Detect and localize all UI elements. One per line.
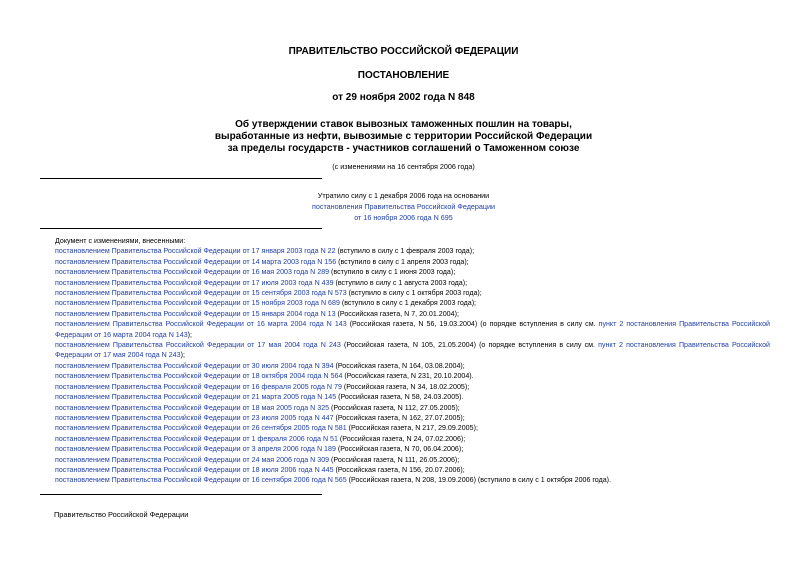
amendment-link[interactable]: постановлением Правительства Российской Федерации от 17 мая 2004 года N 243 [55, 341, 341, 350]
list-item [40, 382, 770, 392]
list-item [40, 465, 770, 475]
amendment-info: (вступило в силу с 1 августа 2003 года); [333, 278, 468, 287]
amendment-info: (Российская газета, N 231, 20.10.2004). [342, 372, 474, 381]
list-item [40, 413, 770, 423]
document-title [0, 119, 807, 155]
amendment-info: (Российская газета, N 208, 19.09.2006) (вступило в силу с 1 октября 2006 года). [346, 476, 612, 485]
amendment-link[interactable]: постановлением Правительства Российской Федерации от 3 апреля 2006 года N 189 [55, 445, 336, 454]
amendment-link[interactable]: постановлением Правительства Российской Федерации от 16 мая 2003 года N 289 [55, 268, 330, 277]
list-item [40, 288, 770, 298]
list-item [40, 392, 770, 402]
amendment-info: (Российская газета, N 156, 20.07.2006); [333, 465, 465, 474]
expiry-link[interactable]: от 16 ноября 2006 года N 695 [354, 213, 453, 222]
divider [40, 494, 322, 495]
amendment-info: (вступило в силу с 1 декабря 2003 года); [339, 299, 477, 308]
expiry-link[interactable]: постановления Правительства Российской Федерации [311, 202, 496, 211]
list-item [40, 298, 770, 308]
divider [40, 228, 322, 229]
issuer-heading: ПРАВИТЕЛЬСТВО РОССИЙСКОЙ ФЕДЕРАЦИИ [288, 46, 519, 57]
amendment-link[interactable]: постановлением Правительства Российской Федерации от 16 сентября 2006 года N 565 [55, 476, 347, 485]
amendment-info: (Российская газета, N 217, 29.09.2005); [346, 424, 478, 433]
amendment-link[interactable]: постановлением Правительства Российской Федерации от 30 июля 2004 года N 394 [55, 361, 334, 370]
amendment-link[interactable]: постановлением Правительства Российской Федерации от 23 июля 2005 года N 447 [55, 413, 334, 422]
amendment-info: (Российская газета, N 34, 18.02.2005); [341, 382, 470, 391]
document-type: ПОСТАНОВЛЕНИЕ [357, 70, 450, 81]
amendment-info: (Российская газета, N 24, 07.02.2006); [337, 434, 466, 443]
amendment-link[interactable]: постановлением Правительства Российской Федерации от 18 мая 2005 года N 325 [55, 403, 330, 412]
list-item [40, 278, 770, 288]
list-item [40, 444, 770, 454]
amendment-info: ); [180, 351, 185, 360]
amendment-info: (Российская газета, N 56, 19.03.2004) (о порядке вступления в силу см. [346, 320, 599, 329]
list-item [40, 340, 770, 361]
list-item [40, 319, 770, 340]
list-item [40, 475, 770, 485]
amendment-link[interactable]: постановлением Правительства Российской Федерации от 26 сентября 2005 года N 581 [55, 424, 347, 433]
amendment-info: (Российская газета, N 164, 03.08.2004); [333, 361, 465, 370]
amendment-info: (Российская газета, N 112, 27.05.2005); [329, 403, 460, 412]
list-item [40, 267, 770, 277]
amendment-link[interactable]: постановлением Правительства Российской Федерации от 24 мая 2006 года N 309 [55, 455, 330, 464]
list-item [40, 309, 770, 319]
clause-link[interactable]: пункт 2 постановления Правительства Российской Федерации от 17 мая 2004 года N 243 [55, 341, 770, 360]
amendment-link[interactable]: постановлением Правительства Российской Федерации от 18 октября 2004 года N 564 [55, 372, 343, 381]
amendment-info: (Российская газета, N 70, 06.04.2006); [335, 445, 464, 454]
amendment-info: (Российская газета, N 162, 27.07.2005); [333, 413, 465, 422]
amendment-link[interactable]: постановлением Правительства Российской Федерации от 15 сентября 2003 года N 573 [55, 289, 347, 298]
amendment-note: (с изменениями на 16 сентября 2006 года) [332, 162, 475, 171]
amendment-link[interactable]: постановлением Правительства Российской Федерации от 17 января 2003 года N 22 [55, 247, 336, 256]
list-item [40, 434, 770, 444]
amendment-link[interactable]: постановлением Правительства Российской Федерации от 14 марта 2003 года N 156 [55, 257, 337, 266]
amendments-list [40, 236, 770, 486]
clause-link[interactable]: пункт 2 постановления Правительства Российской Федерации от 16 марта 2004 года N 143 [55, 320, 770, 339]
footer-issuer: Правительство Российской Федерации [54, 510, 189, 519]
amendment-link[interactable]: постановлением Правительства Российской Федерации от 15 января 2004 года N 13 [55, 309, 336, 318]
list-item [40, 403, 770, 413]
amendment-info: (вступило в силу с 1 февраля 2003 года); [335, 247, 475, 256]
amendment-info: (Российская газета, N 105, 21.05.2004) (о порядке вступления в силу см. [340, 341, 599, 350]
title-line: выработанные из нефти, вывозимые с территории Российской Федерации [214, 131, 593, 142]
title-line: за пределы государств - участников соглашений о Таможенном союзе [227, 143, 580, 154]
amendment-link[interactable]: постановлением Правительства Российской Федерации от 21 марта 2005 года N 145 [55, 393, 337, 402]
amendment-link[interactable]: постановлением Правительства Российской Федерации от 15 ноября 2003 года N 689 [55, 299, 340, 308]
title-line: Об утверждении ставок вывозных таможенных пошлин на товары, [235, 119, 572, 130]
list-item [40, 423, 770, 433]
amendment-link[interactable]: постановлением Правительства Российской Федерации от 17 июля 2003 года N 439 [55, 278, 334, 287]
amendment-info: (вступило в силу с 1 апреля 2003 года); [336, 257, 469, 266]
expiry-note [0, 190, 807, 223]
list-item [40, 361, 770, 371]
expiry-line: Утратило силу с 1 декабря 2006 года на основании [317, 191, 490, 200]
amendment-info: ); [187, 330, 192, 339]
amendment-info: (Российская газета, N 111, 26.05.2006); [329, 455, 460, 464]
amendment-link[interactable]: постановлением Правительства Российской Федерации от 16 февраля 2005 года N 79 [55, 382, 342, 391]
list-item [40, 371, 770, 381]
amendment-link[interactable]: постановлением Правительства Российской Федерации от 16 марта 2004 года N 143 [55, 320, 347, 329]
list-item [40, 257, 770, 267]
amendments-heading: Документ с изменениями, внесенными: [55, 237, 186, 245]
amendment-info: (вступило в силу с 1 октября 2003 года); [346, 289, 482, 298]
document-date: от 29 ноября 2002 года N 848 [332, 92, 475, 103]
amendment-link[interactable]: постановлением Правительства Российской Федерации от 1 февраля 2006 года N 51 [55, 434, 338, 443]
amendment-info: (вступило в силу с 1 июня 2003 года); [329, 268, 456, 277]
list-item [40, 246, 770, 256]
amendment-info: (Российская газета, N 7, 20.01.2004); [335, 309, 459, 318]
amendment-info: (Российская газета, N 58, 24.03.2005). [336, 393, 464, 402]
divider [40, 178, 322, 179]
list-item [40, 455, 770, 465]
amendment-link[interactable]: постановлением Правительства Российской Федерации от 18 июля 2006 года N 445 [55, 465, 334, 474]
